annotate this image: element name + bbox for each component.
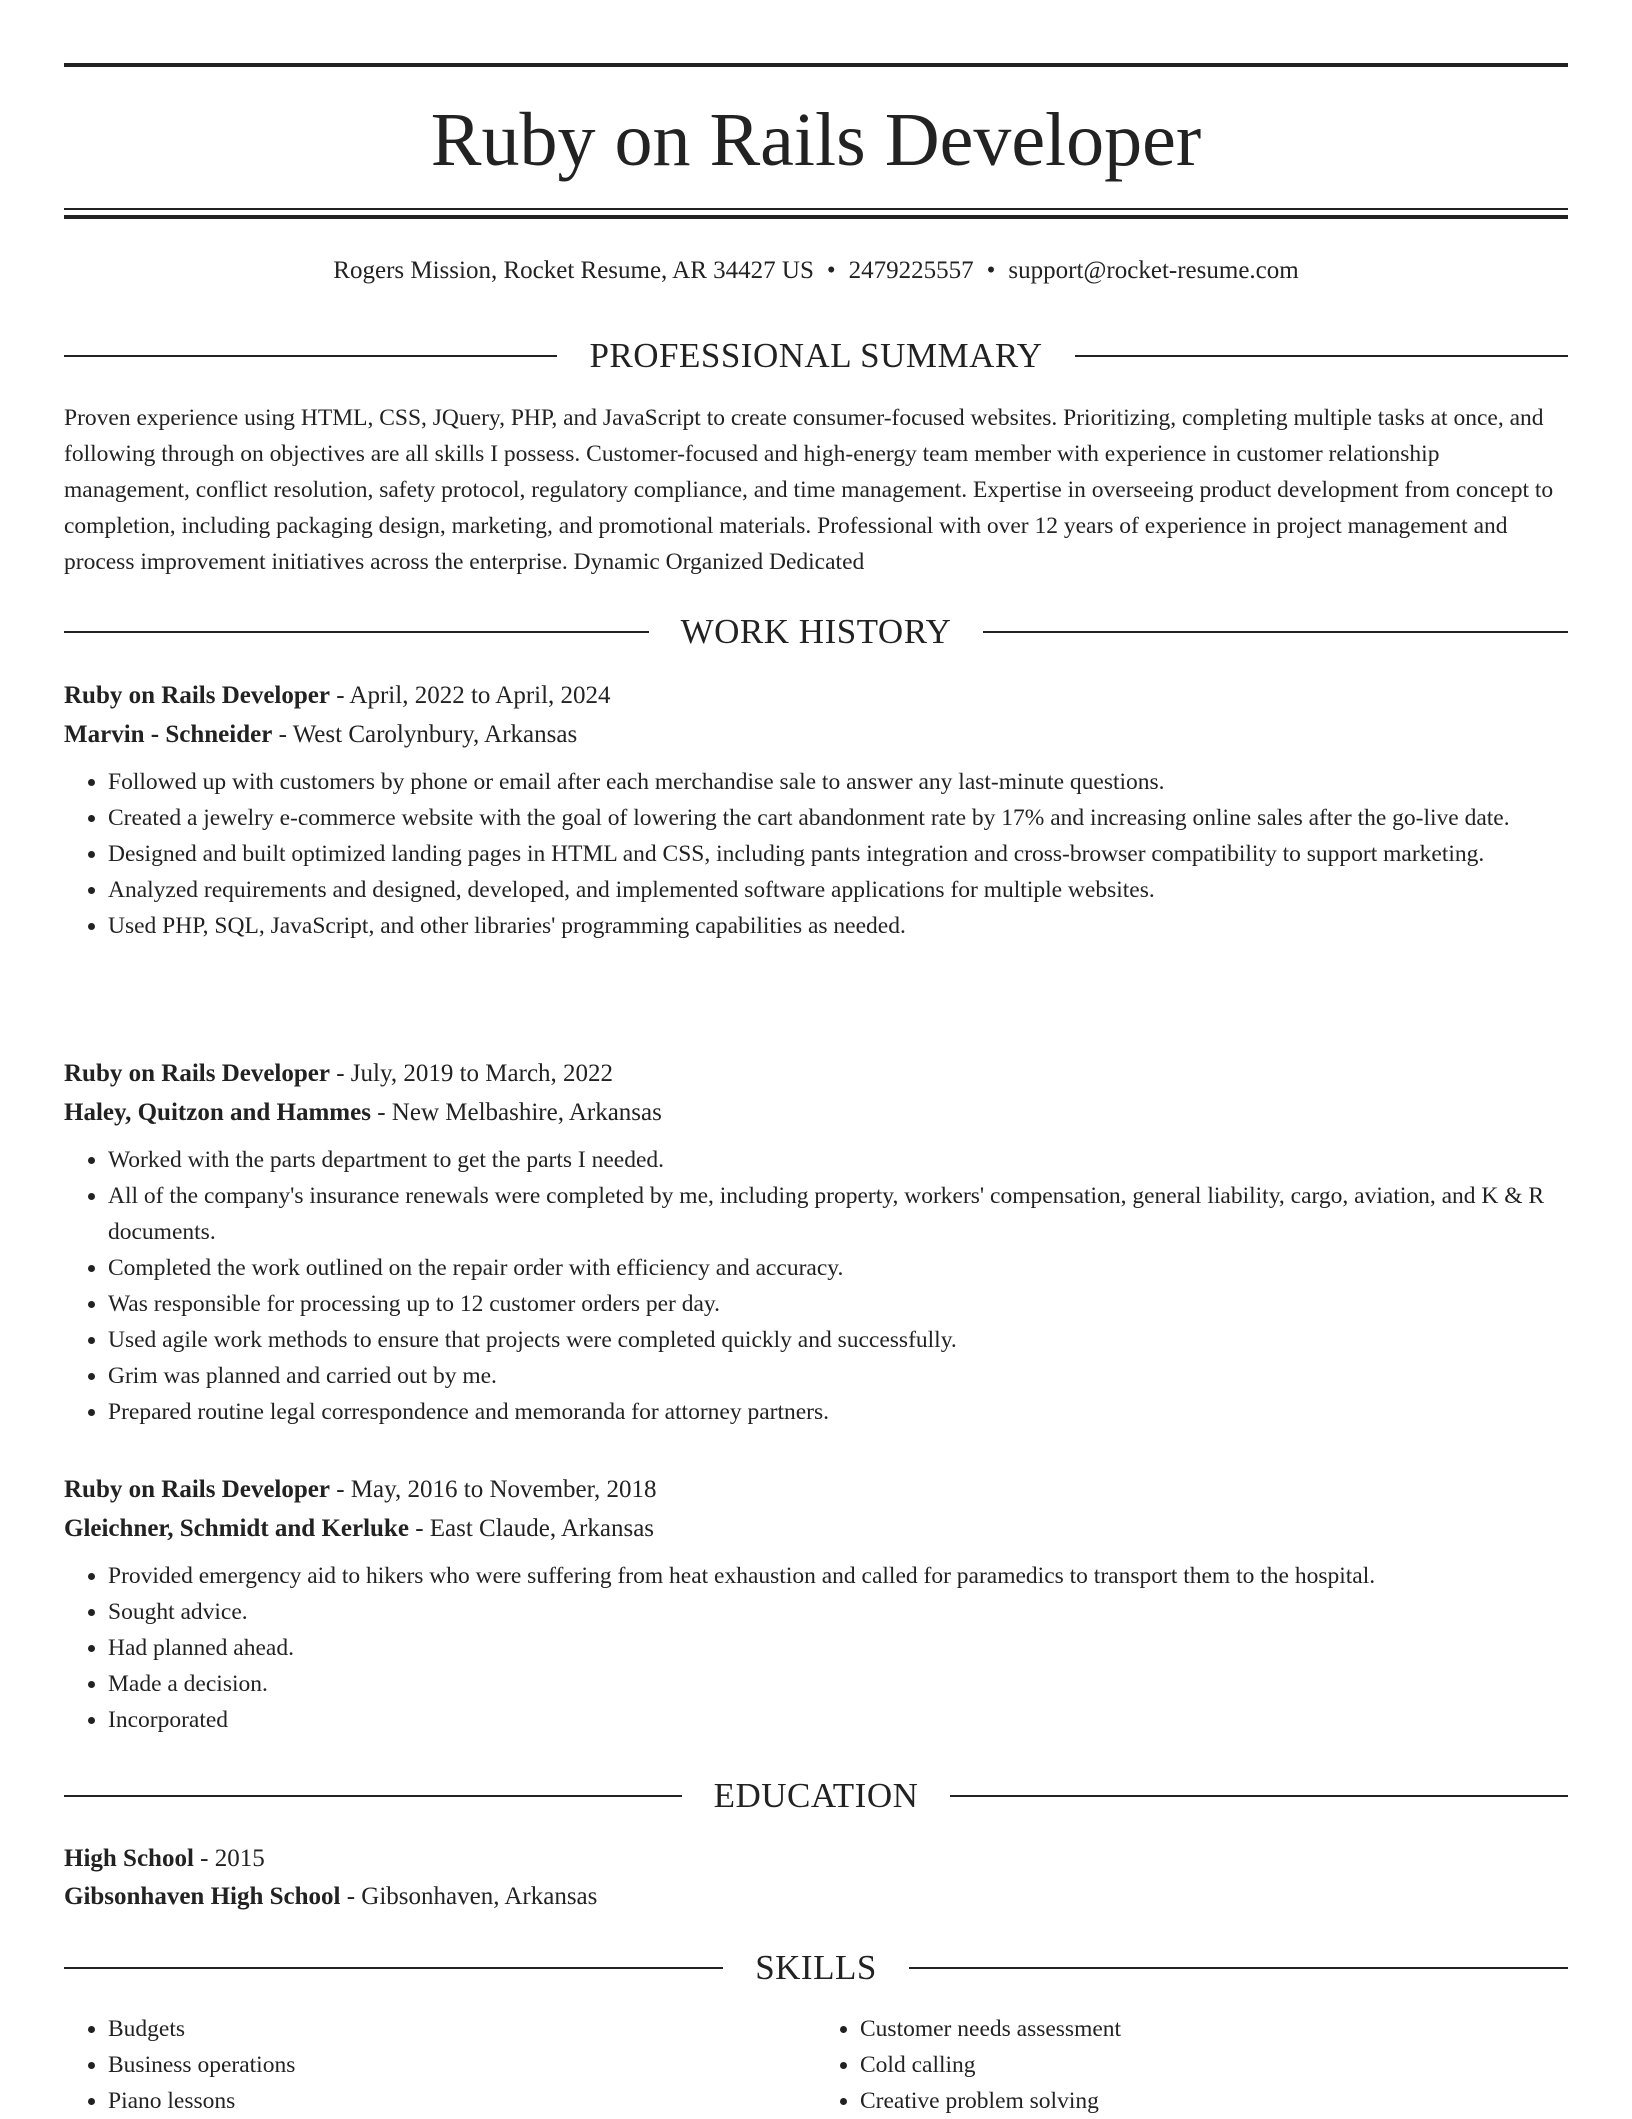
skills-column-left bbox=[64, 2011, 816, 2119]
list-item: • Prepared routine legal correspondence and memoranda for attorney partners. bbox=[108, 1394, 1568, 1430]
education-entry bbox=[64, 1840, 1568, 1916]
section-heading-summary bbox=[64, 334, 1568, 378]
heading-rule bbox=[1075, 355, 1568, 357]
section-label: SKILLS bbox=[755, 1948, 877, 1987]
heading-rule bbox=[64, 355, 557, 357]
job-bullets bbox=[64, 1558, 1568, 1738]
heading-rule bbox=[64, 1795, 682, 1797]
job-location: - West Carolynbury, Arkansas bbox=[272, 721, 578, 748]
section-heading-education bbox=[64, 1774, 1568, 1818]
list-item: • Business operations bbox=[108, 2047, 816, 2083]
list-item: • Analyzed requirements and designed, developed, and implemented software applications for multiple websites. bbox=[108, 872, 1568, 908]
list-item: • Was responsible for processing up to 12 customer orders per day. bbox=[108, 1286, 1568, 1322]
job-title: Ruby on Rails Developer bbox=[64, 682, 330, 709]
section-label: PROFESSIONAL SUMMARY bbox=[589, 336, 1043, 375]
education-school: Gibsonhaven High School bbox=[64, 1883, 341, 1910]
education-location: - Gibsonhaven, Arkansas bbox=[340, 1883, 598, 1910]
list-item: • Designed and built optimized landing pages in HTML and CSS, including pants integration and cross-browser compatibility to support marketing. bbox=[108, 836, 1568, 872]
list-item: • Budgets bbox=[108, 2011, 816, 2047]
contact-phone: 2479225557 bbox=[848, 257, 974, 284]
top-rule bbox=[64, 63, 1568, 67]
section-heading-work bbox=[64, 610, 1568, 654]
skills-column-right bbox=[816, 2011, 1568, 2119]
title-rule-thick bbox=[64, 215, 1568, 219]
education-year: - 2015 bbox=[193, 1845, 265, 1872]
list-item: • Incorporated bbox=[108, 1702, 1568, 1738]
contact-line bbox=[64, 254, 1568, 288]
list-item: • Worked with the parts department to get the parts I needed. bbox=[108, 1142, 1568, 1178]
list-item: • Followed up with customers by phone or email after each merchandise sale to answer any last-minute questions. bbox=[108, 764, 1568, 800]
heading-rule bbox=[64, 631, 649, 633]
section-heading-skills bbox=[64, 1946, 1568, 1990]
list-item: • Used agile work methods to ensure that projects were completed quickly and successfully. bbox=[108, 1322, 1568, 1358]
job-dates: - July, 2019 to March, 2022 bbox=[329, 1060, 614, 1087]
job-entry-2 bbox=[64, 1054, 1568, 1430]
heading-rule bbox=[64, 1967, 723, 1969]
list-item: • Sought advice. bbox=[108, 1594, 1568, 1630]
contact-address: Rogers Mission, Rocket Resume, AR 34427 US bbox=[333, 257, 814, 284]
list-item: • Made a decision. bbox=[108, 1666, 1568, 1702]
section-label: WORK HISTORY bbox=[680, 612, 952, 651]
job-bullets bbox=[64, 764, 1568, 944]
heading-rule bbox=[983, 631, 1568, 633]
section-label: EDUCATION bbox=[713, 1776, 919, 1815]
job-dates: - April, 2022 to April, 2024 bbox=[329, 682, 611, 709]
skills-list bbox=[64, 2011, 1568, 2119]
job-dates: - May, 2016 to November, 2018 bbox=[329, 1476, 657, 1503]
job-entry-1 bbox=[64, 676, 1568, 944]
list-item: • Completed the work outlined on the repair order with efficiency and accuracy. bbox=[108, 1250, 1568, 1286]
job-company: Gleichner, Schmidt and Kerluke bbox=[64, 1515, 409, 1542]
list-item: • Customer needs assessment bbox=[860, 2011, 1568, 2047]
contact-separator: • bbox=[986, 257, 996, 284]
education-degree: High School bbox=[64, 1845, 194, 1872]
list-item: • Grim was planned and carried out by me. bbox=[108, 1358, 1568, 1394]
list-item: • Had planned ahead. bbox=[108, 1630, 1568, 1666]
job-title: Ruby on Rails Developer bbox=[64, 1476, 330, 1503]
list-item: • Created a jewelry e-commerce website with the goal of lowering the cart abandonment rate by 17% and increasing online sales after the go-live date. bbox=[108, 800, 1568, 836]
list-item: • All of the company's insurance renewals were completed by me, including property, workers' compensation, general liability, cargo, aviation, and K & R documents. bbox=[108, 1178, 1568, 1250]
job-bullets bbox=[64, 1142, 1568, 1430]
heading-rule bbox=[909, 1967, 1568, 1969]
contact-separator: • bbox=[826, 257, 836, 284]
page-title: Ruby on Rails Developer bbox=[430, 98, 1202, 182]
job-title: Ruby on Rails Developer bbox=[64, 1060, 330, 1087]
heading-rule bbox=[950, 1795, 1568, 1797]
job-entry-3 bbox=[64, 1470, 1568, 1738]
job-company: Haley, Quitzon and Hammes bbox=[64, 1099, 371, 1126]
job-location: - New Melbashire, Arkansas bbox=[370, 1099, 662, 1126]
job-location: - East Claude, Arkansas bbox=[408, 1515, 655, 1542]
list-item: • Cold calling bbox=[860, 2047, 1568, 2083]
contact-email: support@rocket-resume.com bbox=[1008, 257, 1299, 284]
summary-text: Proven experience using HTML, CSS, JQuery, PHP, and JavaScript to create consumer-focused websites. Prioritizing, completing multiple tasks at once, and following through on objectives are all skills I possess. Customer-focused and high-energy team member with experience in customer relationship management, conflict resolution, safety protocol, regulatory compliance, and time management. Expertise in overseeing product development from concept to completion, including packaging design, marketing, and promotional materials. Professional with over 12 years of experience in project management and process improvement initiatives across the enterprise. Dynamic Organized Dedicated bbox=[64, 405, 1554, 575]
title-rule-thin bbox=[64, 208, 1568, 210]
job-company: Marvin - Schneider bbox=[64, 721, 273, 748]
list-item: • Used PHP, SQL, JavaScript, and other libraries' programming capabilities as needed. bbox=[108, 908, 1568, 944]
list-item: • Piano lessons bbox=[108, 2083, 816, 2119]
list-item: • Creative problem solving bbox=[860, 2083, 1568, 2119]
list-item: • Provided emergency aid to hikers who were suffering from heat exhaustion and called for paramedics to transport them to the hospital. bbox=[108, 1558, 1568, 1594]
